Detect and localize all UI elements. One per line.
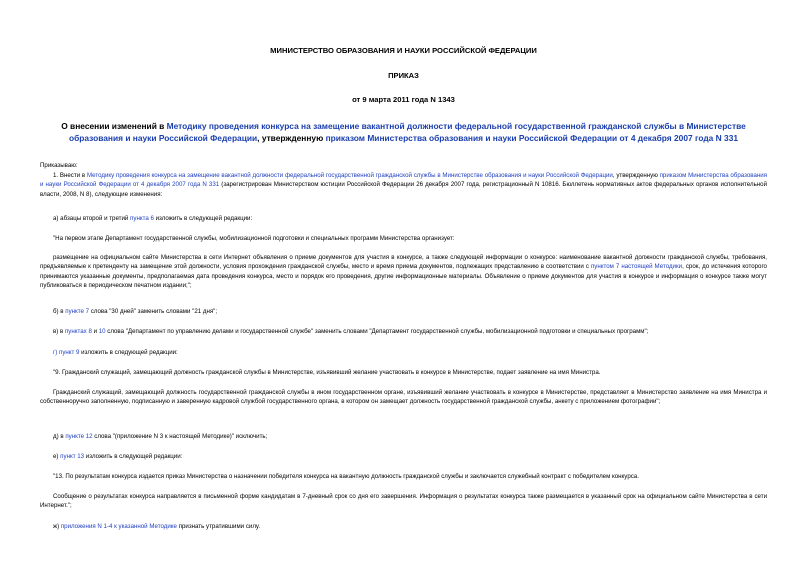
pb-text-b: слова "30 дней" заменить словами "21 дня"; [89,308,218,315]
pd-point-12-link[interactable]: пункте 12 [65,433,93,440]
quote-point-13: "13. По результатам конкурса издается приказ Министерства о назначении победителя конкурса на вакантную должность гражданской службы и заключается служебный контракт с победителем конкурса. [53,473,639,480]
pzh-text-a: ж) [53,523,61,530]
paragraph-g [40,348,767,357]
p1-order-link[interactable]: приказом Министерства образования и науки Российской Федерации от 4 декабря 2007 года N 331 [40,172,768,189]
pv-point-8-link[interactable]: пунктах 8 [64,328,92,335]
intro-paragraph: Приказываю: [40,162,78,169]
pg-point-9-link[interactable]: г) пункт 9 [53,349,80,356]
pd-text-a: д) в [53,433,66,440]
pa-point-6-link[interactable]: пункта 6 [130,215,154,222]
p1-text-b: , утвержденную [612,172,660,179]
p1-text-c: (зарегистрирован Министерством юстиции Российской Федерации 26 декабря 2007 года, регистрационный N 10816. Бюллетень нормативных актов федеральных органов исполнительной власти, 2008, N 8), следующие изменения: [40,181,768,198]
order-331-title-link[interactable]: приказом Министерства образования и науки Российской Федерации от 4 декабря 2007 года N 331 [325,133,739,143]
title-middle: , утвержденную [257,133,326,143]
q2-text-a: размещение на официальном сайте Министерства в сети Интернет объявления о приеме документов для участия в конкурсе, а также следующей информации о конкурсе: наименование вакантной должности гражданской службы, требования, предъявляемые к претенденту на замещение этой должности, условия прохождения гражданской службы, место и время приема документов, подлежащих представлению в соответствии с [40,254,767,271]
pv-point-10-link[interactable]: 10 [98,328,106,335]
pa-text-a: а) абзацы второй и третий [53,215,131,222]
pb-text-a: б) в [53,308,66,315]
pe-text-a: е) [53,453,61,460]
document-date-heading: от 9 марта 2011 года N 1343 [352,95,455,104]
quote-point-9-second: Гражданский служащий, замещающий должность государственной гражданской службы в ином государственном органе, изъявивший желание участвовать в конкурсе в Министерстве, представляет в Министерство заявление на имя Министра и собственноручно заполненную, подписанную и заверенную кадровой службой государственного органа, в котором он замещает должность государственной гражданской службы, анкету с приложением фотографии"; [40,389,767,406]
quote-point-9: "9. Гражданский служащий, замещающий должность гражданской службы в Министерстве, изъявивший желание участвовать в конкурсе в Министерстве, подает заявление на имя Министра. [53,369,601,376]
q2-point-7-link[interactable]: пунктом 7 настоящей Методики [590,263,683,271]
pzh-appendices-link[interactable]: приложения N 1-4 к указанной Методике [60,523,177,530]
paragraph-b [40,307,767,316]
paragraph-v [40,327,767,336]
document-title [40,120,767,144]
document-type-heading: ПРИКАЗ [388,71,419,80]
methodology-title-link[interactable]: Методику проведения конкурса на замещение вакантной должности федеральной государственной гражданской службы в Министерстве образования и науки Российской Федерации [68,121,746,143]
paragraph-1 [40,171,767,199]
pv-text-mid: и [91,328,99,335]
title-prefix: О внесении изменений в [61,121,167,131]
paragraph-a [40,214,767,223]
pa-text-b: изложить в следующей редакции: [153,215,253,222]
pb-point-7-link[interactable]: пункте 7 [65,308,90,315]
pv-text-b: слова "Департамент по управлению делами и государственной службе" заменить словами "Департамент государственной службы, мобилизационной подготовки и специальных программ"; [105,328,649,335]
paragraph-d [40,432,767,441]
paragraph-e [40,452,767,461]
pzh-text-b: признать утратившими силу. [176,523,261,530]
p1-methodology-link[interactable]: Методику проведения конкурса на замещение вакантной должности федеральной государственной гражданской службы в Министерстве образования и науки Российской Федерации [86,172,613,179]
quote-paragraph-2 [40,253,767,291]
ministry-heading: МИНИСТЕРСТВО ОБРАЗОВАНИЯ И НАУКИ РОССИЙСКОЙ ФЕДЕРАЦИИ [270,46,537,55]
paragraph-zh [40,522,767,531]
quote-point-13-second: Сообщение о результатах конкурса направляется в письменной форме кандидатам в 7-дневный срок со дня его завершения. Информация о результатах конкурса также размещается в указанный срок на официальном сайте Министерства в сети Интернет."; [40,493,767,510]
p1-text-a: 1. Внести в [53,172,87,179]
pe-point-13-link[interactable]: пункт 13 [60,453,85,460]
pv-text-a: в) в [53,328,65,335]
pd-text-b: слова "(приложение N 3 к настоящей Методике)" исключить; [92,433,268,440]
pe-text-b: изложить в следующей редакции: [84,453,183,460]
q2-text-b: , срок, до истечения которого принимаются указанные документы, предполагаемая дата проведения конкурса, место и порядок его проведения, другие информационные материалы. Объявление о приеме документов для участия в конкурсе и информация о конкурсе также могут публиковаться в периодическом печатном издании;"; [40,263,767,290]
pg-text-b: изложить в следующей редакции: [79,349,178,356]
quote-paragraph-1: "На первом этапе Департамент государственной службы, мобилизационной подготовки и специальных программ Министерства организует: [53,235,455,242]
